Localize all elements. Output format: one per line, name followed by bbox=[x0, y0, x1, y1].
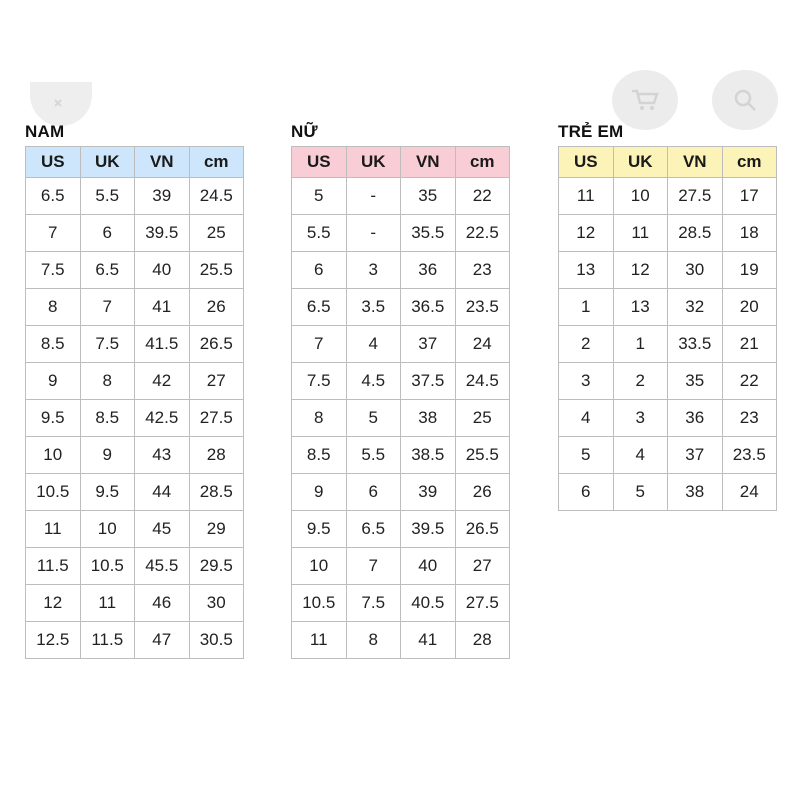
cell-us: 8 bbox=[292, 400, 347, 437]
cell-us: 13 bbox=[559, 252, 614, 289]
cell-cm: 24 bbox=[722, 474, 777, 511]
cell-vn: 30 bbox=[668, 252, 723, 289]
cell-vn: 35.5 bbox=[401, 215, 456, 252]
cell-cm: 24.5 bbox=[189, 178, 244, 215]
cell-us: 12.5 bbox=[26, 622, 81, 659]
cell-uk: 11 bbox=[613, 215, 668, 252]
cell-uk: 12 bbox=[613, 252, 668, 289]
table-row bbox=[26, 585, 244, 622]
cell-us: 8.5 bbox=[292, 437, 347, 474]
cell-us: 7 bbox=[26, 215, 81, 252]
cell-vn: 44 bbox=[135, 474, 190, 511]
cell-uk: 4 bbox=[346, 326, 401, 363]
cell-us: 12 bbox=[559, 215, 614, 252]
cell-cm: 26 bbox=[189, 289, 244, 326]
cell-vn: 41 bbox=[401, 622, 456, 659]
cell-cm: 23 bbox=[455, 252, 510, 289]
table-row bbox=[292, 548, 510, 585]
table-header-row bbox=[292, 147, 510, 178]
cell-cm: 27 bbox=[189, 363, 244, 400]
cell-uk: 8.5 bbox=[80, 400, 135, 437]
cell-vn: 38 bbox=[401, 400, 456, 437]
cell-vn: 45.5 bbox=[135, 548, 190, 585]
cell-vn: 43 bbox=[135, 437, 190, 474]
cell-cm: 30 bbox=[189, 585, 244, 622]
cell-vn: 42.5 bbox=[135, 400, 190, 437]
column-header-us: US bbox=[292, 147, 347, 178]
cell-us: 2 bbox=[559, 326, 614, 363]
cell-uk: 7 bbox=[80, 289, 135, 326]
cell-uk: 8 bbox=[80, 363, 135, 400]
kids-size-table bbox=[558, 146, 777, 511]
cell-uk: 6 bbox=[346, 474, 401, 511]
cell-us: 4 bbox=[559, 400, 614, 437]
cell-vn: 36.5 bbox=[401, 289, 456, 326]
kids-size-section bbox=[558, 118, 777, 511]
cell-vn: 42 bbox=[135, 363, 190, 400]
cell-vn: 33.5 bbox=[668, 326, 723, 363]
table-row bbox=[292, 400, 510, 437]
cell-us: 8 bbox=[26, 289, 81, 326]
cell-vn: 36 bbox=[668, 400, 723, 437]
cell-uk: 10 bbox=[80, 511, 135, 548]
cell-cm: 23.5 bbox=[455, 289, 510, 326]
cell-vn: 37.5 bbox=[401, 363, 456, 400]
cell-uk: 5 bbox=[613, 474, 668, 511]
cell-us: 5 bbox=[559, 437, 614, 474]
cell-uk: 3 bbox=[613, 400, 668, 437]
table-row bbox=[26, 326, 244, 363]
cell-uk: 7 bbox=[346, 548, 401, 585]
cell-vn: 38 bbox=[668, 474, 723, 511]
cell-vn: 39 bbox=[135, 178, 190, 215]
cell-us: 12 bbox=[26, 585, 81, 622]
cell-uk: 3 bbox=[346, 252, 401, 289]
cell-vn: 41.5 bbox=[135, 326, 190, 363]
cell-cm: 28 bbox=[455, 622, 510, 659]
cell-cm: 17 bbox=[722, 178, 777, 215]
table-row bbox=[26, 437, 244, 474]
table-header-row bbox=[559, 147, 777, 178]
table-row bbox=[26, 400, 244, 437]
table-row bbox=[292, 178, 510, 215]
cell-cm: 29.5 bbox=[189, 548, 244, 585]
cell-us: 5 bbox=[292, 178, 347, 215]
cell-uk: 13 bbox=[613, 289, 668, 326]
cell-cm: 25 bbox=[455, 400, 510, 437]
table-row bbox=[26, 252, 244, 289]
cell-vn: 46 bbox=[135, 585, 190, 622]
cell-uk: 7.5 bbox=[346, 585, 401, 622]
cell-vn: 40 bbox=[401, 548, 456, 585]
cell-cm: 28.5 bbox=[189, 474, 244, 511]
women-section-title: NỮ bbox=[291, 122, 318, 141]
cell-uk: 3.5 bbox=[346, 289, 401, 326]
cell-uk: 10 bbox=[613, 178, 668, 215]
cell-cm: 25.5 bbox=[189, 252, 244, 289]
cell-uk: 5.5 bbox=[346, 437, 401, 474]
cell-cm: 27 bbox=[455, 548, 510, 585]
cell-vn: 37 bbox=[401, 326, 456, 363]
cell-uk: 6 bbox=[80, 215, 135, 252]
cell-us: 9.5 bbox=[26, 400, 81, 437]
cell-vn: 40 bbox=[135, 252, 190, 289]
cell-cm: 19 bbox=[722, 252, 777, 289]
cell-cm: 23 bbox=[722, 400, 777, 437]
cell-us: 6.5 bbox=[292, 289, 347, 326]
cell-us: 8.5 bbox=[26, 326, 81, 363]
table-row bbox=[559, 178, 777, 215]
cell-uk: 8 bbox=[346, 622, 401, 659]
cell-vn: 40.5 bbox=[401, 585, 456, 622]
table-row bbox=[26, 548, 244, 585]
men-size-section bbox=[25, 118, 244, 659]
cell-cm: 20 bbox=[722, 289, 777, 326]
cell-cm: 27.5 bbox=[189, 400, 244, 437]
cell-uk: 6.5 bbox=[346, 511, 401, 548]
table-row bbox=[292, 622, 510, 659]
women-size-section bbox=[291, 118, 510, 659]
cell-cm: 21 bbox=[722, 326, 777, 363]
cell-vn: 32 bbox=[668, 289, 723, 326]
table-row bbox=[559, 326, 777, 363]
cell-cm: 25 bbox=[189, 215, 244, 252]
cell-us: 6.5 bbox=[26, 178, 81, 215]
cell-cm: 24 bbox=[455, 326, 510, 363]
cell-us: 9.5 bbox=[292, 511, 347, 548]
cell-us: 3 bbox=[559, 363, 614, 400]
table-row bbox=[559, 252, 777, 289]
column-header-cm: cm bbox=[455, 147, 510, 178]
cell-us: 9 bbox=[26, 363, 81, 400]
cell-us: 6 bbox=[559, 474, 614, 511]
cell-uk: 11.5 bbox=[80, 622, 135, 659]
cell-us: 1 bbox=[559, 289, 614, 326]
cell-us: 9 bbox=[292, 474, 347, 511]
cell-vn: 39.5 bbox=[401, 511, 456, 548]
cell-us: 10.5 bbox=[26, 474, 81, 511]
cell-cm: 28 bbox=[189, 437, 244, 474]
cell-cm: 26 bbox=[455, 474, 510, 511]
cell-us: 11 bbox=[26, 511, 81, 548]
cell-uk: 9.5 bbox=[80, 474, 135, 511]
cell-uk: 4.5 bbox=[346, 363, 401, 400]
table-header-row bbox=[26, 147, 244, 178]
cell-us: 10 bbox=[292, 548, 347, 585]
table-row bbox=[292, 326, 510, 363]
cell-cm: 22 bbox=[455, 178, 510, 215]
cell-uk: - bbox=[346, 215, 401, 252]
cell-cm: 27.5 bbox=[455, 585, 510, 622]
cell-vn: 28.5 bbox=[668, 215, 723, 252]
table-row bbox=[559, 289, 777, 326]
cell-cm: 25.5 bbox=[455, 437, 510, 474]
cell-us: 5.5 bbox=[292, 215, 347, 252]
table-row bbox=[559, 437, 777, 474]
cell-cm: 24.5 bbox=[455, 363, 510, 400]
cell-cm: 22.5 bbox=[455, 215, 510, 252]
column-header-vn: VN bbox=[135, 147, 190, 178]
table-row bbox=[292, 474, 510, 511]
women-size-table bbox=[291, 146, 510, 659]
table-row bbox=[559, 400, 777, 437]
table-row bbox=[292, 363, 510, 400]
table-row bbox=[292, 289, 510, 326]
cell-us: 7 bbox=[292, 326, 347, 363]
cell-uk: 2 bbox=[613, 363, 668, 400]
cell-us: 10.5 bbox=[292, 585, 347, 622]
column-header-us: US bbox=[26, 147, 81, 178]
column-header-vn: VN bbox=[668, 147, 723, 178]
table-row bbox=[559, 474, 777, 511]
cell-uk: 4 bbox=[613, 437, 668, 474]
column-header-uk: UK bbox=[346, 147, 401, 178]
cell-us: 11 bbox=[292, 622, 347, 659]
table-row bbox=[559, 215, 777, 252]
cell-cm: 30.5 bbox=[189, 622, 244, 659]
table-row bbox=[292, 252, 510, 289]
cell-vn: 38.5 bbox=[401, 437, 456, 474]
cell-vn: 47 bbox=[135, 622, 190, 659]
cell-cm: 29 bbox=[189, 511, 244, 548]
cell-us: 7.5 bbox=[26, 252, 81, 289]
cell-uk: 6.5 bbox=[80, 252, 135, 289]
cell-uk: 5.5 bbox=[80, 178, 135, 215]
column-header-cm: cm bbox=[722, 147, 777, 178]
cell-uk: 9 bbox=[80, 437, 135, 474]
cell-cm: 26.5 bbox=[189, 326, 244, 363]
cell-us: 6 bbox=[292, 252, 347, 289]
cell-us: 11 bbox=[559, 178, 614, 215]
column-header-us: US bbox=[559, 147, 614, 178]
cell-uk: 10.5 bbox=[80, 548, 135, 585]
cell-us: 10 bbox=[26, 437, 81, 474]
cell-uk: 11 bbox=[80, 585, 135, 622]
cell-vn: 27.5 bbox=[668, 178, 723, 215]
table-row bbox=[26, 622, 244, 659]
cell-vn: 36 bbox=[401, 252, 456, 289]
column-header-uk: UK bbox=[613, 147, 668, 178]
cell-vn: 35 bbox=[668, 363, 723, 400]
table-row bbox=[292, 215, 510, 252]
cell-uk: 1 bbox=[613, 326, 668, 363]
men-size-table bbox=[25, 146, 244, 659]
table-row bbox=[292, 437, 510, 474]
cell-vn: 41 bbox=[135, 289, 190, 326]
cell-uk: 5 bbox=[346, 400, 401, 437]
cell-vn: 37 bbox=[668, 437, 723, 474]
table-row bbox=[292, 585, 510, 622]
table-row bbox=[292, 511, 510, 548]
column-header-cm: cm bbox=[189, 147, 244, 178]
table-row bbox=[559, 363, 777, 400]
column-header-uk: UK bbox=[80, 147, 135, 178]
cell-uk: 7.5 bbox=[80, 326, 135, 363]
cell-us: 7.5 bbox=[292, 363, 347, 400]
table-row bbox=[26, 178, 244, 215]
cell-vn: 39 bbox=[401, 474, 456, 511]
cell-cm: 23.5 bbox=[722, 437, 777, 474]
cell-vn: 35 bbox=[401, 178, 456, 215]
table-row bbox=[26, 289, 244, 326]
men-section-title: NAM bbox=[25, 122, 65, 141]
column-header-vn: VN bbox=[401, 147, 456, 178]
cell-cm: 18 bbox=[722, 215, 777, 252]
cell-vn: 39.5 bbox=[135, 215, 190, 252]
cell-cm: 22 bbox=[722, 363, 777, 400]
cell-cm: 26.5 bbox=[455, 511, 510, 548]
table-row bbox=[26, 215, 244, 252]
cell-us: 11.5 bbox=[26, 548, 81, 585]
kids-section-title: TRẺ EM bbox=[558, 122, 624, 141]
cell-vn: 45 bbox=[135, 511, 190, 548]
table-row bbox=[26, 511, 244, 548]
table-row bbox=[26, 363, 244, 400]
table-row bbox=[26, 474, 244, 511]
cell-uk: - bbox=[346, 178, 401, 215]
